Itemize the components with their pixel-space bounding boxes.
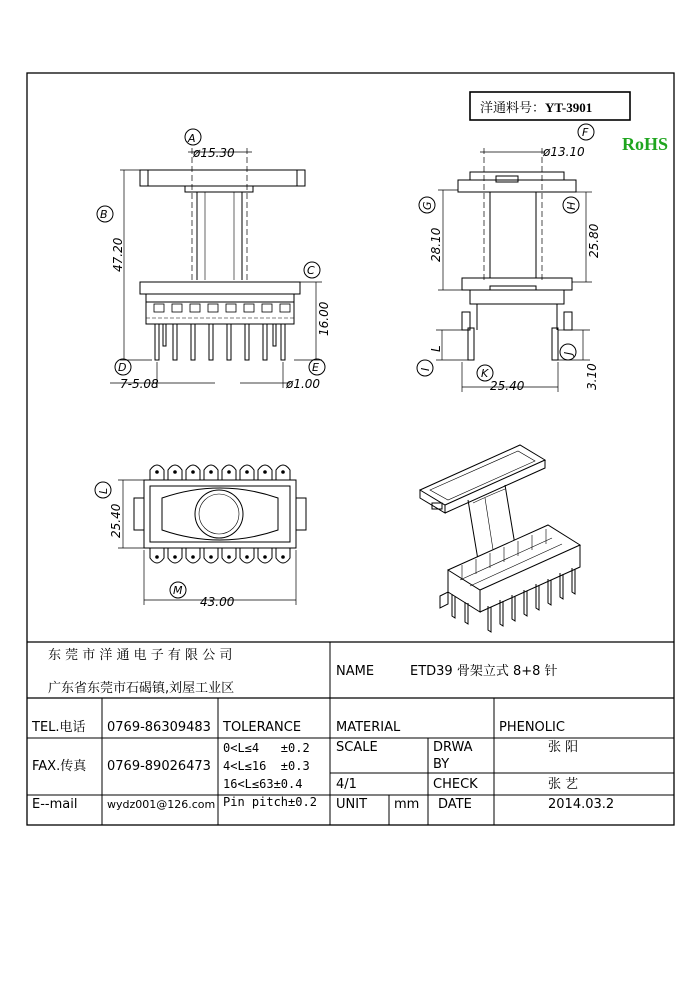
dim-side-width: 25.40 (490, 379, 525, 393)
tel-label: TEL.电话 (32, 720, 86, 735)
part-number-box (470, 92, 630, 120)
dim-front-pitch: 7-5.08 (120, 377, 159, 391)
rohs-label: RoHS (622, 134, 669, 154)
marker-g: G (421, 201, 434, 210)
material-value: PHENOLIC (499, 720, 565, 735)
scale-value: 4/1 (336, 777, 357, 792)
check-value: 张 艺 (548, 777, 579, 792)
drawn-by-label-2: BY (433, 757, 450, 772)
dim-front-pin: ø1.00 (286, 377, 321, 391)
unit-value: mm (394, 797, 420, 812)
dim-front-top-diameter: ø15.30 (193, 146, 235, 160)
tolerance-line-3: 16<L≤63±0.4 (223, 777, 303, 791)
tolerance-line-1: 0<L≤4 ±0.2 (223, 741, 310, 755)
part-number-prefix: 洋通料号： (480, 100, 546, 115)
tel-value: 0769-86309483 (107, 720, 211, 735)
tolerance-line-2: 4<L≤16 ±0.3 (223, 759, 310, 773)
marker-j: J (562, 351, 575, 355)
drawn-by-value: 张 阳 (548, 740, 579, 755)
marker-c: C (307, 264, 315, 277)
check-label: CHECK (433, 777, 478, 792)
fax-label: FAX.传真 (32, 759, 87, 774)
marker-m: M (173, 584, 183, 597)
material-label: MATERIAL (336, 720, 401, 735)
drawn-by-label-1: DRWA (433, 740, 473, 755)
marker-e: E (312, 361, 319, 374)
marker-h: H (565, 201, 578, 210)
marker-a: A (188, 132, 196, 145)
dim-side-top-diameter: ø13.10 (543, 145, 585, 159)
dim-side-height-g: 28.10 (429, 227, 443, 262)
date-label: DATE (438, 797, 472, 812)
marker-f: F (582, 126, 589, 139)
unit-label: UNIT (336, 797, 368, 812)
marker-i: I (419, 367, 432, 371)
name-value: ETD39 骨架立式 8+8 针 (410, 664, 558, 679)
dim-side-j: 3.10 (585, 363, 599, 390)
fax-value: 0769-89026473 (107, 759, 211, 774)
dim-side-l: L (429, 345, 443, 352)
dim-front-height: 47.20 (111, 237, 125, 272)
dim-bottom-length: 43.00 (200, 595, 235, 609)
svg-text:洋通料号：YT-3901 (480, 100, 592, 115)
email-value: wydz001@126.com (107, 798, 216, 811)
marker-b: B (100, 208, 108, 221)
part-number-code: YT-3901 (545, 100, 593, 115)
tolerance-label: TOLERANCE (223, 720, 302, 735)
marker-d: D (118, 361, 127, 374)
email-label: E--mail (32, 797, 78, 812)
company-address: 广东省东莞市石碣镇,刘屋工业区 (48, 681, 235, 696)
company-name: 东 莞 市 洋 通 电 子 有 限 公 司 (48, 648, 233, 663)
name-label: NAME (336, 664, 375, 679)
dim-side-height-h: 25.80 (587, 223, 601, 258)
date-value: 2014.03.2 (548, 797, 615, 812)
scale-label: SCALE (336, 740, 378, 755)
marker-l: L (97, 487, 110, 494)
marker-k: K (481, 367, 489, 380)
dim-front-lower: 16.00 (317, 301, 331, 336)
dim-bottom-width: 25.40 (109, 503, 123, 538)
tolerance-line-4: Pin pitch±0.2 (223, 795, 317, 809)
